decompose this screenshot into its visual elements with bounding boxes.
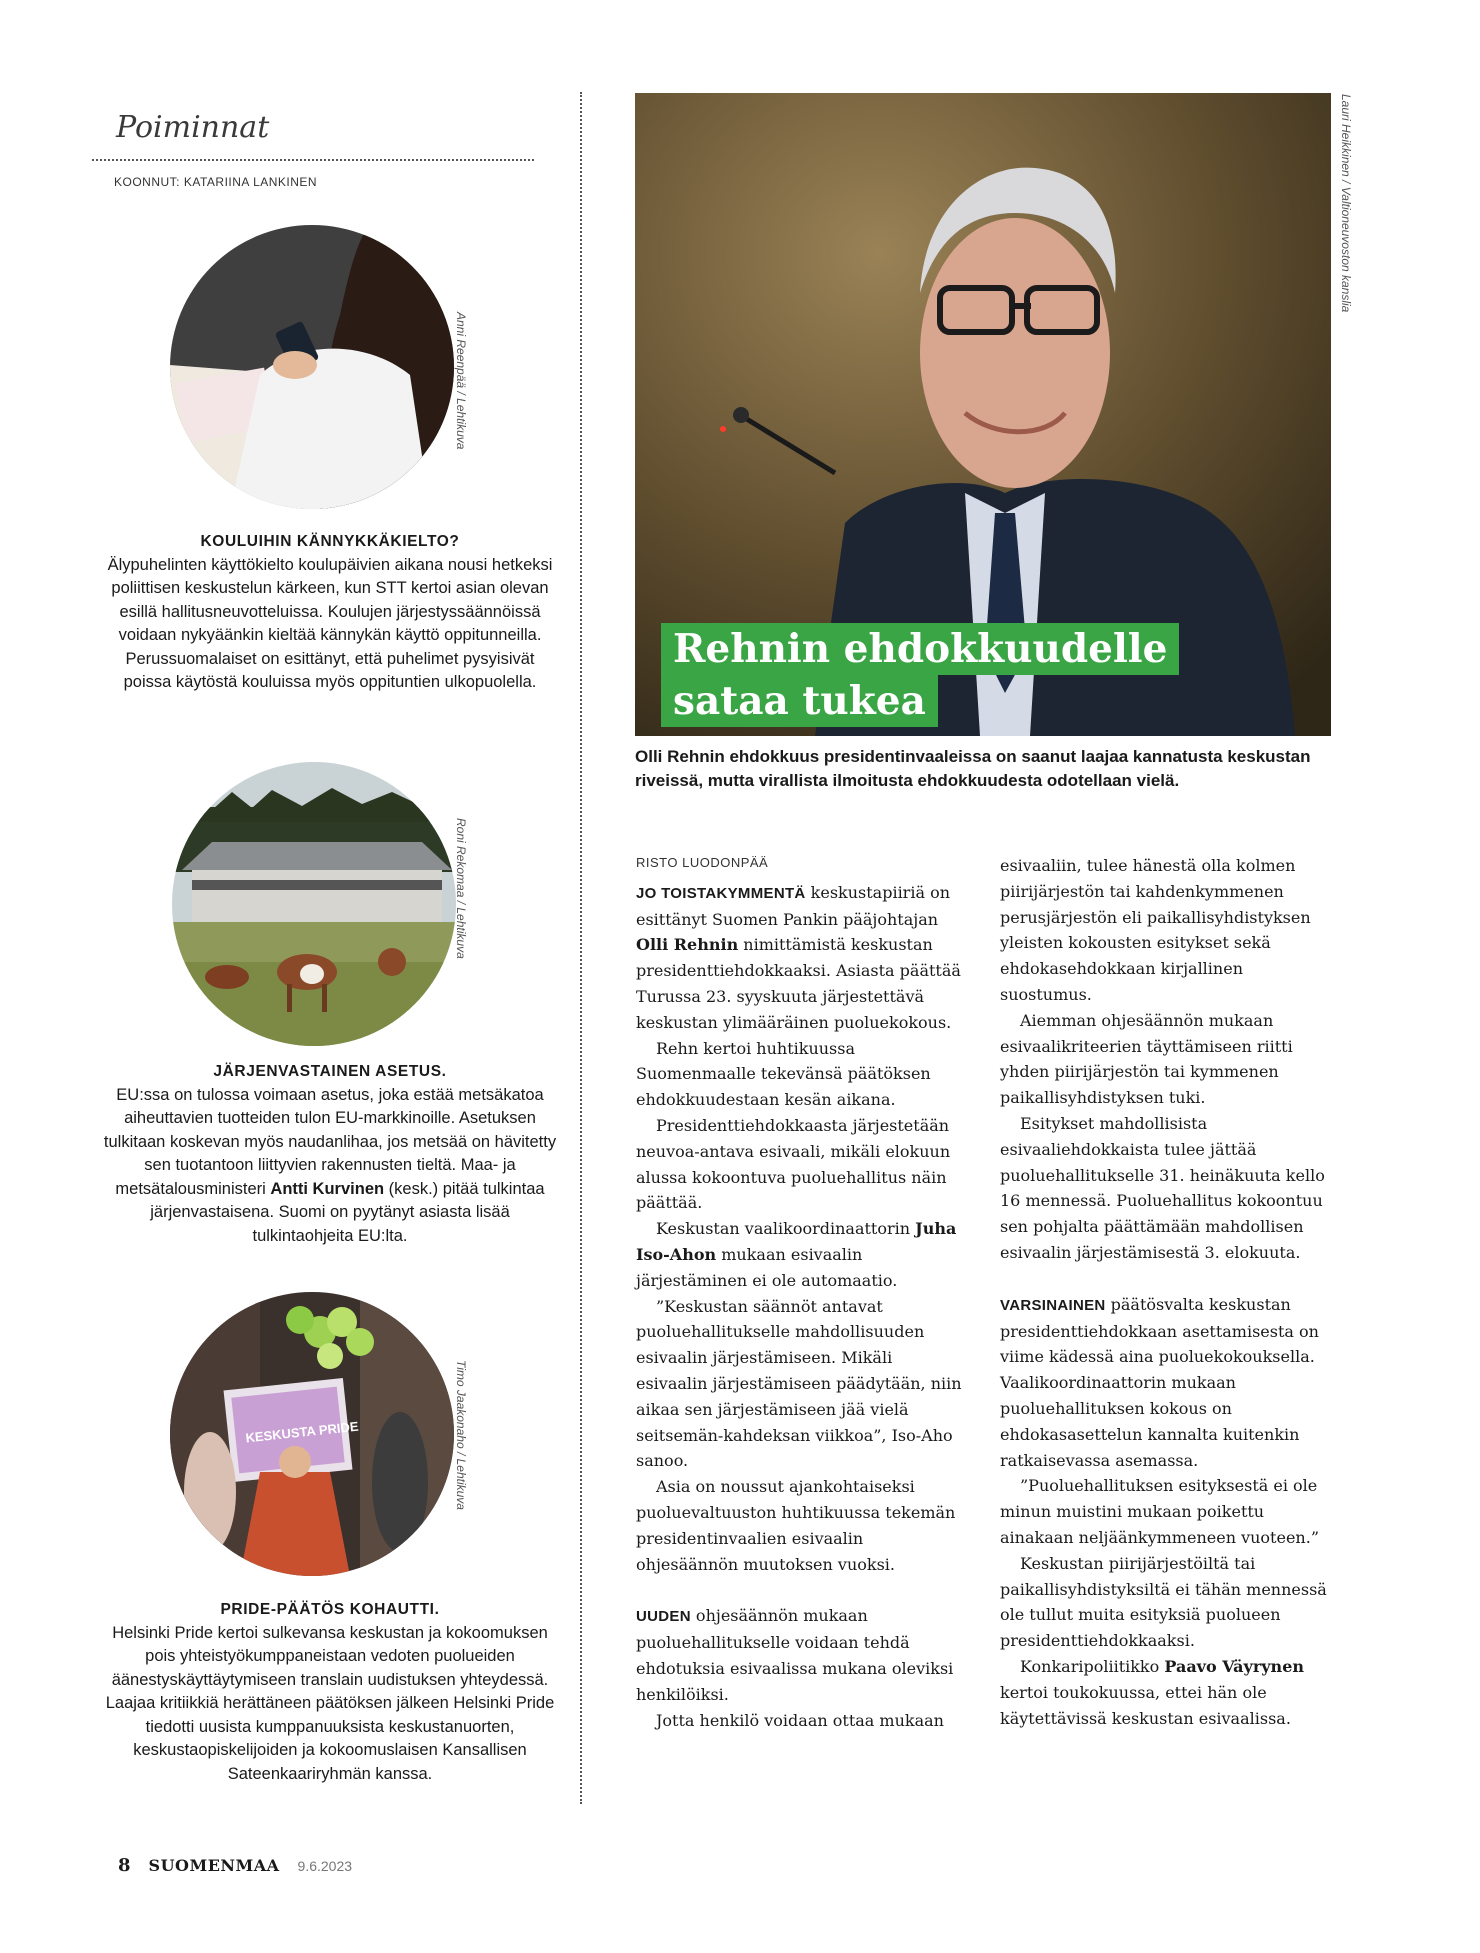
headline-line-1: Rehnin ehdokkuudelle (661, 623, 1179, 675)
brief-2 (100, 1060, 560, 1248)
brief-body: EU:ssa on tulossa voimaan asetus, joka estää metsäkatoa aiheuttavien tuotteiden tulon EU-markkinoille. Asetuksen tulkitaan koskevan myös naudanlihaa, jos metsää on hävitetty sen tuotantoon liittyvien rakennusten tieltä. Maa- ja metsätalousministeri Antti Kurvinen (kesk.) pitää tulkintaa järjenvastaisena. Suomi on pyytänyt asiasta lisää tulkintaohjeita EU:lta. (103, 1085, 557, 1245)
brief-3 (100, 1598, 560, 1786)
headline-line-2: sataa tukea (661, 675, 938, 727)
brief-1 (100, 530, 560, 695)
person-name: Antti Kurvinen (270, 1179, 385, 1198)
person-name: Juha Iso-Ahon (636, 1219, 957, 1264)
page-number: 8 (118, 1855, 131, 1876)
paragraph: Presidenttiehdokkaasta järjestetään neuvoa-antava esivaali, mikäli elokuun alussa kokoontuva puoluehallitus näin päättää. (636, 1115, 951, 1213)
sidebar-byline: KOONNUT: KATARIINA LANKINEN (114, 175, 318, 189)
brief-body: Älypuhelinten käyttökielto koulupäivien aikana nousi hetkeksi poliittisen keskustelun kärkeen, kun STT kertoi asian olevan esillä hallitusneuvotteluissa. Koulujen järjestyssäännöissä voidaan nykyäänkin kieltää kännykän käyttö oppitunneilla. Perussuomalaiset on esittänyt, että puhelimet pysyisivät poissa käytöstä kouluissa myös oppituntien ulkopuolella. (107, 555, 553, 691)
sidebar (92, 110, 537, 189)
paragraph: esivaaliin, tulee hänestä olla kolmen piirijärjestön tai kahdenkymmenen perusjärjestön eli paikallisyhdistyksen yleisten kokousten esitykset sekä ehdokasehdokkaan kirjallinen suostumus. (1000, 856, 1311, 1004)
brief-body: Helsinki Pride kertoi sulkevansa keskustan ja kokoomuksen pois yhteistyökumppaneistaan vedoten puolueiden äänestyskäyttäytymiseen translain uudistuksen yhteydessä. Laajaa kritiikkiä herättäneen päätöksen jälkeen Helsinki Pride tiedotti uusista kumppanuuksista keskustanuorten, keskustaopiskelijoiden ja kokoomuslaisen Kansallisen Sateenkaariryhmän kanssa. (105, 1623, 555, 1783)
paragraph: Asia on noussut ajankohtaiseksi puoluevaltuuston huhtikuussa tekemän presidentinvaalien esivaalin ohjesäännön muutoksen vuoksi. (636, 1477, 956, 1574)
paragraph: ”Puoluehallituksen esityksestä ei ole minun muistini mukaan poikettu ainakaan neljäänkymmeneen vuoteen.” (1000, 1476, 1319, 1547)
person-name: Olli Rehnin (636, 935, 739, 955)
hero-photo (635, 93, 1331, 736)
paragraph: Esitykset mahdollisista esivaaliehdokkaista tulee jättää puoluehallitukselle 31. heinäkuuta kello 16 mennessä. Puoluehallitus kokoontuu sen pohjalta päättämään mahdollisen esivaalin järjestämisestä 3. elokuuta. (1000, 1113, 1325, 1262)
column-divider (580, 92, 582, 1804)
issue-date: 9.6.2023 (297, 1858, 353, 1874)
paragraph: Aiemman ohjesäännön mukaan esivaalikriteerien täyttämiseen riitti yhden piirijärjestön tai kymmenen paikallisyhdistyksen tuki. (1000, 1010, 1293, 1108)
lede: Olli Rehnin ehdokkuus presidentinvaaleissa on saanut laajaa kannatusta keskustan riveissä, mutta virallista ilmoitusta ehdokkuudesta odotellaan vielä. (635, 747, 1311, 790)
photo-credit-2: Roni Rekomaa / Lehtikuva (454, 818, 468, 959)
masthead: SUOMENMAA (148, 1856, 280, 1875)
paragraph: JO TOISTAKYMMENTÄ keskustapiiriä on esittänyt Suomen Pankin pääjohtajan Olli Rehnin nimittämistä keskustan presidenttiehdokkaaksi. Asiasta päättää Turussa 23. syyskuuta järjestettävä keskustan ylimääräinen puoluekokous. (636, 882, 961, 1032)
brief-heading: JÄRJENVASTAINEN ASETUS. (213, 1063, 447, 1080)
paragraph: Jotta henkilö voidaan ottaa mukaan (656, 1710, 944, 1730)
author: RISTO LUODONPÄÄ (636, 855, 769, 870)
brief-photo-cows (172, 762, 456, 1046)
paragraph: Keskustan vaalikoordinaattorin Juha Iso-Ahon mukaan esivaalin järjestäminen ei ole automaatio. (636, 1219, 957, 1290)
photo-credit-3: Timo Jaakonaho / Lehtikuva (454, 1360, 468, 1510)
section-rule (92, 159, 534, 161)
headline (661, 623, 1179, 727)
section-title: Poiminnat (116, 110, 270, 145)
paragraph: UUDEN ohjesäännön mukaan puoluehallitukselle voidaan tehdä ehdotuksia esivaalissa mukana oleviksi henkilöiksi. (636, 1606, 954, 1704)
paragraph: Keskustan piirijärjestöiltä tai paikallisyhdistyksiltä ei tähän mennessä ole tullut muita esityksiä puolueen presidenttiehdokkaaksi. (1000, 1553, 1327, 1651)
hero-photo-credit: Lauri Heikkinen / Valtioneuvoston kanslia (1339, 94, 1353, 313)
paragraph: ”Keskustan säännöt antavat puoluehallitukselle mahdollisuuden esivaalin järjestämiseen. Mikäli esivaalin järjestämiseen päädytään, niin aikaa sen järjestämiseen jää vielä seitsemän-kahdeksan viikkoa”, Iso-Aho sanoo. (636, 1296, 962, 1471)
brief-heading: KOULUIHIN KÄNNYKKÄKIELTO? (200, 533, 460, 550)
article-column-1 (636, 850, 966, 1733)
brief-heading: PRIDE-PÄÄTÖS KOHAUTTI. (220, 1601, 440, 1618)
page-footer (118, 1855, 352, 1876)
banner-text: KESKUSTA PRIDE (244, 1418, 360, 1446)
brief-photo-phone (170, 225, 454, 509)
photo-credit-1: Anni Reenpää / Lehtikuva (454, 312, 468, 450)
brief-photo-pride (170, 1292, 454, 1576)
person-name: Paavo Väyrynen (1164, 1656, 1304, 1676)
paragraph: Rehn kertoi huhtikuussa Suomenmaalle tekevänsä päätöksen ehdokkuudestaan kesän aikana. (636, 1038, 931, 1110)
article-column-2 (1000, 853, 1330, 1731)
paragraph: Konkaripoliitikko Paavo Väyrynen kertoi toukokuussa, ettei hän ole käytettävissä keskustan esivaalissa. (1000, 1656, 1304, 1728)
paragraph: VARSINAINEN päätösvalta keskustan presidenttiehdokkaan asettamisesta on viime kädessä aina puoluekokouksella. Vaalikoordinaattorin mukaan puoluehallituksen kokous on ehdokasasettelun kannalta kuitenkin ratkaisevassa asemassa. (1000, 1294, 1319, 1470)
